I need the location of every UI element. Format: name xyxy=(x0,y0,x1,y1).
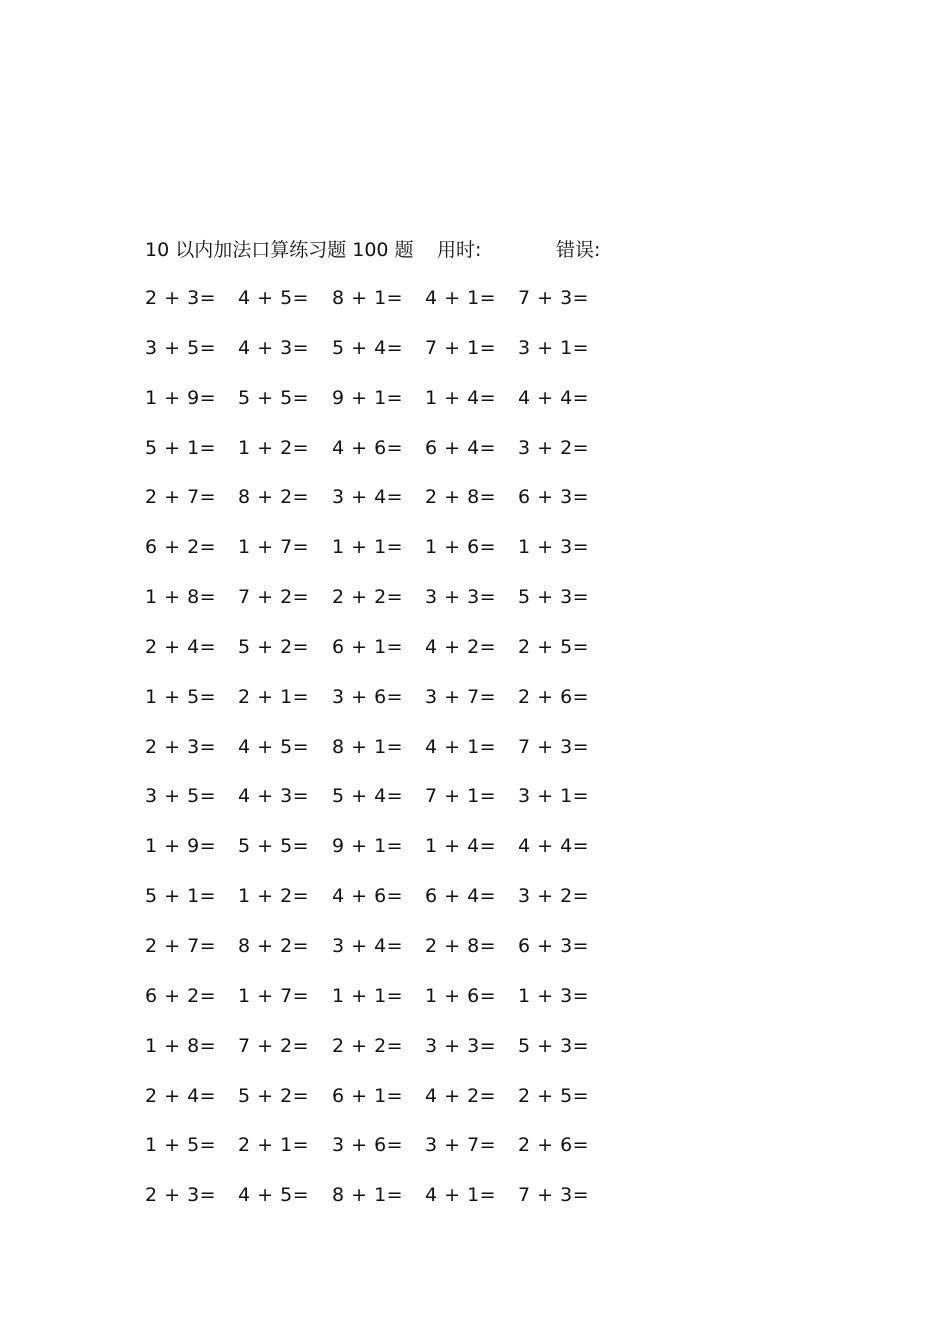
addition-problem: 1 + 3= xyxy=(518,536,590,559)
addition-problem: 2 + 7= xyxy=(145,486,217,509)
addition-problem: 4 + 3= xyxy=(238,785,310,808)
addition-problem: 4 + 6= xyxy=(332,885,404,908)
addition-problem: 3 + 5= xyxy=(145,785,217,808)
problem-row xyxy=(145,982,615,1032)
problem-row xyxy=(145,932,615,982)
addition-problem: 5 + 3= xyxy=(518,1034,590,1057)
addition-problem: 1 + 4= xyxy=(425,386,497,409)
addition-problem: 5 + 1= xyxy=(145,436,217,459)
problem-row xyxy=(145,1181,615,1231)
problem-row xyxy=(145,1082,615,1132)
problem-row xyxy=(145,483,615,533)
problem-row xyxy=(145,633,615,683)
problem-row xyxy=(145,583,615,633)
addition-problem: 5 + 2= xyxy=(238,1084,310,1107)
addition-problem: 5 + 3= xyxy=(518,586,590,609)
addition-problem: 6 + 2= xyxy=(145,536,217,559)
addition-problem: 1 + 5= xyxy=(145,1134,217,1157)
addition-problem: 1 + 2= xyxy=(238,436,310,459)
problem-row xyxy=(145,882,615,932)
addition-problem: 3 + 1= xyxy=(518,336,590,359)
problem-row xyxy=(145,683,615,733)
addition-problem: 2 + 1= xyxy=(238,1134,310,1157)
addition-problem: 4 + 3= xyxy=(238,336,310,359)
addition-problem: 8 + 1= xyxy=(332,735,404,758)
addition-problem: 9 + 1= xyxy=(332,386,404,409)
addition-problem: 5 + 1= xyxy=(145,885,217,908)
addition-problem: 1 + 3= xyxy=(518,984,590,1007)
addition-problem: 6 + 4= xyxy=(425,885,497,908)
addition-problem: 6 + 2= xyxy=(145,984,217,1007)
problem-row xyxy=(145,832,615,882)
addition-problem: 2 + 3= xyxy=(145,287,217,309)
addition-problem: 5 + 2= xyxy=(238,635,310,658)
addition-problem: 4 + 1= xyxy=(425,287,497,309)
addition-problem: 3 + 5= xyxy=(145,336,217,359)
addition-problem: 5 + 5= xyxy=(238,835,310,858)
addition-problem: 7 + 2= xyxy=(238,586,310,609)
addition-problem: 4 + 1= xyxy=(425,735,497,758)
addition-problem: 2 + 8= xyxy=(425,486,497,509)
addition-problem: 3 + 6= xyxy=(332,1134,404,1157)
addition-problem: 2 + 3= xyxy=(145,1184,217,1207)
addition-problem: 1 + 1= xyxy=(332,984,404,1007)
addition-problem: 2 + 5= xyxy=(518,635,590,658)
addition-problem: 4 + 4= xyxy=(518,835,590,858)
addition-problem: 1 + 6= xyxy=(425,536,497,559)
addition-problem: 2 + 2= xyxy=(332,1034,404,1057)
addition-problem: 3 + 2= xyxy=(518,885,590,908)
addition-problem: 7 + 1= xyxy=(425,785,497,808)
addition-problem: 7 + 3= xyxy=(518,1184,590,1207)
addition-problem: 1 + 7= xyxy=(238,536,310,559)
problem-row xyxy=(145,384,615,434)
addition-problem: 1 + 7= xyxy=(238,984,310,1007)
problem-grid xyxy=(145,284,615,1231)
addition-problem: 7 + 1= xyxy=(425,336,497,359)
addition-problem: 5 + 5= xyxy=(238,386,310,409)
addition-problem: 6 + 3= xyxy=(518,934,590,957)
addition-problem: 4 + 6= xyxy=(332,436,404,459)
addition-problem: 1 + 8= xyxy=(145,586,217,609)
addition-problem: 4 + 2= xyxy=(425,1084,497,1107)
addition-problem: 1 + 9= xyxy=(145,835,217,858)
addition-problem: 4 + 2= xyxy=(425,635,497,658)
addition-problem: 3 + 3= xyxy=(425,586,497,609)
addition-problem: 9 + 1= xyxy=(332,835,404,858)
addition-problem: 2 + 5= xyxy=(518,1084,590,1107)
addition-problem: 8 + 1= xyxy=(332,1184,404,1207)
addition-problem: 8 + 1= xyxy=(332,287,404,309)
addition-problem: 2 + 6= xyxy=(518,685,590,708)
addition-problem: 2 + 1= xyxy=(238,685,310,708)
addition-problem: 2 + 6= xyxy=(518,1134,590,1157)
addition-problem: 1 + 1= xyxy=(332,536,404,559)
addition-problem: 1 + 6= xyxy=(425,984,497,1007)
addition-problem: 5 + 4= xyxy=(332,336,404,359)
addition-problem: 2 + 4= xyxy=(145,1084,217,1107)
addition-problem: 3 + 1= xyxy=(518,785,590,808)
addition-problem: 5 + 4= xyxy=(332,785,404,808)
addition-problem: 1 + 4= xyxy=(425,835,497,858)
errors-label: 错误: xyxy=(556,239,601,261)
addition-problem: 2 + 8= xyxy=(425,934,497,957)
addition-problem: 1 + 5= xyxy=(145,685,217,708)
addition-problem: 3 + 4= xyxy=(332,934,404,957)
problem-row xyxy=(145,782,615,832)
addition-problem: 7 + 3= xyxy=(518,287,590,309)
addition-problem: 3 + 3= xyxy=(425,1034,497,1057)
addition-problem: 1 + 8= xyxy=(145,1034,217,1057)
addition-problem: 3 + 4= xyxy=(332,486,404,509)
addition-problem: 1 + 9= xyxy=(145,386,217,409)
addition-problem: 7 + 3= xyxy=(518,735,590,758)
addition-problem: 1 + 2= xyxy=(238,885,310,908)
worksheet-title: 10 以内加法口算练习题 100 题 xyxy=(145,239,414,261)
addition-problem: 4 + 5= xyxy=(238,1184,310,1207)
problem-row xyxy=(145,334,615,384)
addition-problem: 3 + 7= xyxy=(425,1134,497,1157)
addition-problem: 3 + 2= xyxy=(518,436,590,459)
addition-problem: 3 + 7= xyxy=(425,685,497,708)
problem-row xyxy=(145,284,615,334)
addition-problem: 6 + 1= xyxy=(332,635,404,658)
addition-problem: 4 + 5= xyxy=(238,287,310,309)
time-label: 用时: xyxy=(437,239,482,261)
problem-row xyxy=(145,533,615,583)
problem-row xyxy=(145,1032,615,1082)
addition-problem: 7 + 2= xyxy=(238,1034,310,1057)
addition-problem: 2 + 3= xyxy=(145,735,217,758)
addition-problem: 2 + 4= xyxy=(145,635,217,658)
problem-row xyxy=(145,733,615,783)
addition-problem: 2 + 7= xyxy=(145,934,217,957)
addition-problem: 8 + 2= xyxy=(238,486,310,509)
problem-row xyxy=(145,434,615,484)
addition-problem: 4 + 5= xyxy=(238,735,310,758)
problem-row xyxy=(145,1131,615,1181)
addition-problem: 4 + 1= xyxy=(425,1184,497,1207)
addition-problem: 3 + 6= xyxy=(332,685,404,708)
addition-problem: 6 + 3= xyxy=(518,486,590,509)
addition-problem: 2 + 2= xyxy=(332,586,404,609)
addition-problem: 8 + 2= xyxy=(238,934,310,957)
addition-problem: 6 + 4= xyxy=(425,436,497,459)
addition-problem: 6 + 1= xyxy=(332,1084,404,1107)
worksheet-header xyxy=(145,236,845,264)
addition-problem: 4 + 4= xyxy=(518,386,590,409)
